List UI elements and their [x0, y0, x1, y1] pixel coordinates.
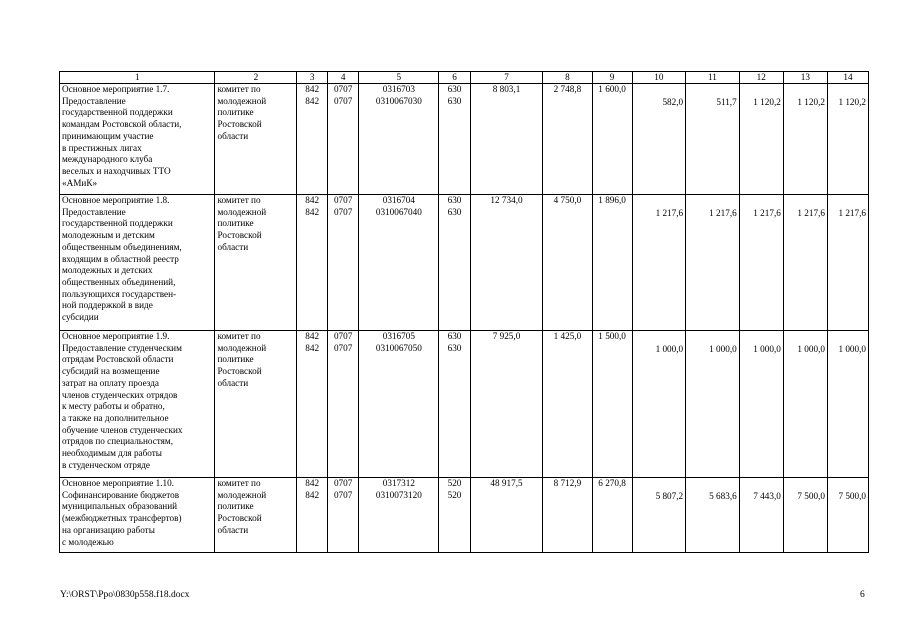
year-value-cell: 1 120,2 [783, 84, 827, 195]
vr-cell [439, 478, 471, 553]
page-number: 6 [860, 590, 865, 600]
vr-code: 520 [447, 478, 462, 488]
table-row [60, 331, 869, 478]
year-value-cell: 4 750,0 [543, 195, 592, 331]
executor-cell: комитет по молодежной политике Ростовской области [215, 195, 297, 331]
column-header: 12 [739, 72, 783, 84]
footer-file-path: Y:\ORST\Ppo\0830p558.f18.docx [60, 590, 190, 600]
activity-cell: Основное мероприятие 1.10. Софинансирование бюджетов муниципальных образований (межбюджетных трансфертов) на организацию работы с молодежью [60, 478, 215, 553]
year-value-cell: 1 000,0 [686, 331, 740, 478]
vr-code: 520 [447, 489, 462, 500]
table-row [60, 195, 869, 331]
rzpr-code: 0707 [333, 95, 353, 106]
column-header: 2 [215, 72, 297, 84]
rzpr-code: 0707 [333, 206, 353, 217]
total-cell: 8 803,1 [470, 84, 542, 195]
year-value-cell: 7 443,0 [739, 478, 783, 553]
year-value-cell: 2 748,8 [543, 84, 592, 195]
column-header: 13 [783, 72, 827, 84]
vr-code: 630 [447, 342, 462, 353]
vr-cell [439, 331, 471, 478]
grbs-cell [297, 195, 327, 331]
csr-code: 0310067050 [375, 342, 422, 353]
year-value-cell: 1 217,6 [632, 195, 686, 331]
grbs-code: 842 [305, 84, 320, 94]
column-header: 3 [297, 72, 327, 84]
csr-code: 0310073120 [375, 489, 422, 500]
rzpr-code: 0707 [333, 342, 353, 353]
rzpr-code: 0707 [333, 195, 353, 205]
executor-cell: комитет по молодежной политике Ростовской области [215, 331, 297, 478]
year-value-cell: 1 425,0 [543, 331, 592, 478]
total-cell: 12 734,0 [470, 195, 542, 331]
column-header: 14 [827, 72, 868, 84]
grbs-code: 842 [305, 331, 320, 341]
column-header: 11 [686, 72, 740, 84]
grbs-code: 842 [305, 195, 320, 205]
total-cell: 7 925,0 [470, 331, 542, 478]
column-header: 5 [359, 72, 439, 84]
grbs-code: 842 [305, 342, 320, 353]
column-header: 1 [60, 72, 215, 84]
grbs-code: 842 [305, 206, 320, 217]
year-value-cell: 1 217,6 [739, 195, 783, 331]
column-header: 4 [327, 72, 359, 84]
rzpr-code: 0707 [333, 478, 353, 488]
csr-cell [359, 195, 439, 331]
column-header: 9 [592, 72, 632, 84]
csr-code: 0310067030 [375, 95, 422, 106]
grbs-cell [297, 84, 327, 195]
vr-cell [439, 84, 471, 195]
year-value-cell: 1 500,0 [592, 331, 632, 478]
csr-cell [359, 331, 439, 478]
rzpr-code: 0707 [333, 84, 353, 94]
csr-code: 0316703 [382, 84, 415, 94]
year-value-cell: 1 600,0 [592, 84, 632, 195]
grbs-code: 842 [305, 489, 320, 500]
csr-code: 0316704 [382, 195, 415, 205]
vr-code: 630 [447, 195, 462, 205]
csr-cell [359, 84, 439, 195]
vr-code: 630 [447, 331, 462, 341]
grbs-cell [297, 478, 327, 553]
csr-code: 0316705 [382, 331, 415, 341]
column-header: 7 [470, 72, 542, 84]
year-value-cell: 1 120,2 [827, 84, 868, 195]
rzpr-code: 0707 [333, 331, 353, 341]
rzpr-cell [327, 331, 359, 478]
year-value-cell: 5 683,6 [686, 478, 740, 553]
table-row [60, 84, 869, 195]
total-cell: 48 917,5 [470, 478, 542, 553]
year-value-cell: 1 217,6 [827, 195, 868, 331]
grbs-code: 842 [305, 95, 320, 106]
executor-cell: комитет по молодежной политике Ростовской области [215, 478, 297, 553]
header-row [60, 72, 869, 84]
year-value-cell: 7 500,0 [827, 478, 868, 553]
rzpr-code: 0707 [333, 489, 353, 500]
executor-cell: комитет по молодежной политике Ростовской области [215, 84, 297, 195]
table-row [60, 478, 869, 553]
year-value-cell: 7 500,0 [783, 478, 827, 553]
csr-code: 0317312 [382, 478, 415, 488]
year-value-cell: 1 896,0 [592, 195, 632, 331]
year-value-cell: 1 217,6 [783, 195, 827, 331]
vr-code: 630 [447, 84, 462, 94]
vr-code: 630 [447, 95, 462, 106]
year-value-cell: 1 000,0 [783, 331, 827, 478]
csr-code: 0310067040 [375, 206, 422, 217]
year-value-cell: 8 712,9 [543, 478, 592, 553]
activity-cell: Основное мероприятие 1.9. Предоставление студенческим отрядам Ростовской области субсидий на возмещение затрат на оплату проезда членов студенческих отрядов к месту работы и обратно, а также на дополнительное обучение членов студенческих отрядов по специальностям, необходимым для работы в студенческом отряде [60, 331, 215, 478]
year-value-cell: 511,7 [686, 84, 740, 195]
year-value-cell: 1 000,0 [632, 331, 686, 478]
column-header: 10 [632, 72, 686, 84]
activity-cell: Основное мероприятие 1.7. Предоставление государственной поддержки командам Ростовской области, принимающим участие в престижных лигах международного клуба веселых и находчивых ТТО «АМиК» [60, 84, 215, 195]
budget-table [59, 71, 869, 553]
rzpr-cell [327, 478, 359, 553]
activity-cell: Основное мероприятие 1.8. Предоставление государственной поддержки молодежным и детским общественным объединениям, входящим в областной реестр молодежных и детских общественных объединений, пользующихся государствен- ной поддержкой в виде субсидии [60, 195, 215, 331]
column-header: 6 [439, 72, 471, 84]
csr-cell [359, 478, 439, 553]
year-value-cell: 5 807,2 [632, 478, 686, 553]
year-value-cell: 1 000,0 [827, 331, 868, 478]
column-header: 8 [543, 72, 592, 84]
grbs-code: 842 [305, 478, 320, 488]
year-value-cell: 1 120,2 [739, 84, 783, 195]
year-value-cell: 582,0 [632, 84, 686, 195]
year-value-cell: 6 270,8 [592, 478, 632, 553]
rzpr-cell [327, 195, 359, 331]
vr-cell [439, 195, 471, 331]
vr-code: 630 [447, 206, 462, 217]
year-value-cell: 1 000,0 [739, 331, 783, 478]
rzpr-cell [327, 84, 359, 195]
year-value-cell: 1 217,6 [686, 195, 740, 331]
grbs-cell [297, 331, 327, 478]
